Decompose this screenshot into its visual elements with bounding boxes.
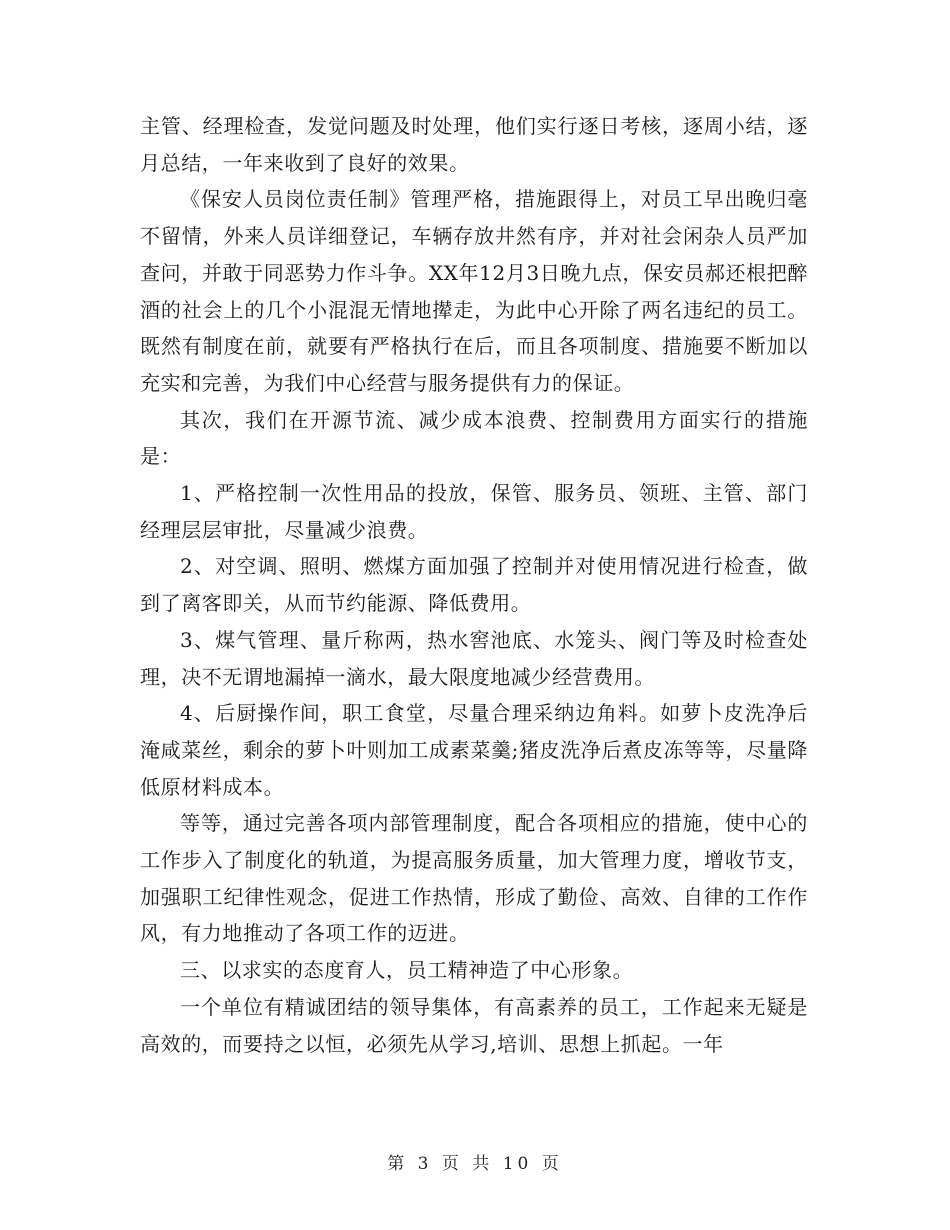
paragraph-9: 一个单位有精诚团结的领导集体，有高素养的员工，工作起来无疑是高效的，而要持之以恒，必须先从学习,培训、思想上抓起。一年 [140,994,808,1056]
paragraph-2: 《保安人员岗位责任制》管理严格，措施跟得上，对员工早出晚归毫不留情，外来人员详细登记，车辆存放井然有序，并对社会闲杂人员严加查问，并敢于同恶势力作斗争。XX年12月3日晚九点，保安员郝还根把醉酒的社会上的几个小混混无情地撵走，为此中心开除了两名违纪的员工。既然有制度在前，就要有严格执行在后，而且各项制度、措施要不断加以充实和完善，为我们中心经营与服务提供有力的保证。 [140,187,808,395]
paragraph-5: 2、对空调、照明、燃煤方面加强了控制并对使用情况进行检查，做到了离客即关，从而节约能源、降低费用。 [140,554,808,616]
paragraph-3: 其次，我们在开源节流、减少成本浪费、控制费用方面实行的措施是： [140,407,808,469]
paragraph-8: 等等，通过完善各项内部管理制度，配合各项相应的措施，使中心的工作步入了制度化的轨道，为提高服务质量，加大管理力度，增收节支，加强职工纪律性观念，促进工作热情，形成了勤俭、高效、自律的工作作风，有力地推动了各项工作的迈进。 [140,811,808,946]
page-number-footer: 第 3 页 共 10 页 [387,1154,563,1174]
paragraph-1: 主管、经理检查，发觉问题及时处理，他们实行逐日考核，逐周小结，逐月总结，一年来收到了良好的效果。 [140,114,808,175]
paragraph-4: 1、严格控制一次性用品的投放，保管、服务员、领班、主管、部门经理层层审批，尽量减少浪费。 [140,481,808,542]
document-body [140,108,808,1062]
paragraph-6: 3、煤气管理、量斤称两，热水窖池底、水笼头、阀门等及时检查处理，决不无谓地漏掉一滴水，最大限度地减少经营费用。 [140,627,808,689]
section-heading-3: 三、以求实的态度育人，员工精神造了中心形象。 [180,958,634,983]
paragraph-7: 4、后厨操作间，职工食堂，尽量合理采纳边角料。如萝卜皮洗净后淹咸菜丝，剩余的萝卜叶则加工成素菜羹;猪皮洗净后煮皮冻等等，尽量降低原材料成本。 [140,701,808,799]
